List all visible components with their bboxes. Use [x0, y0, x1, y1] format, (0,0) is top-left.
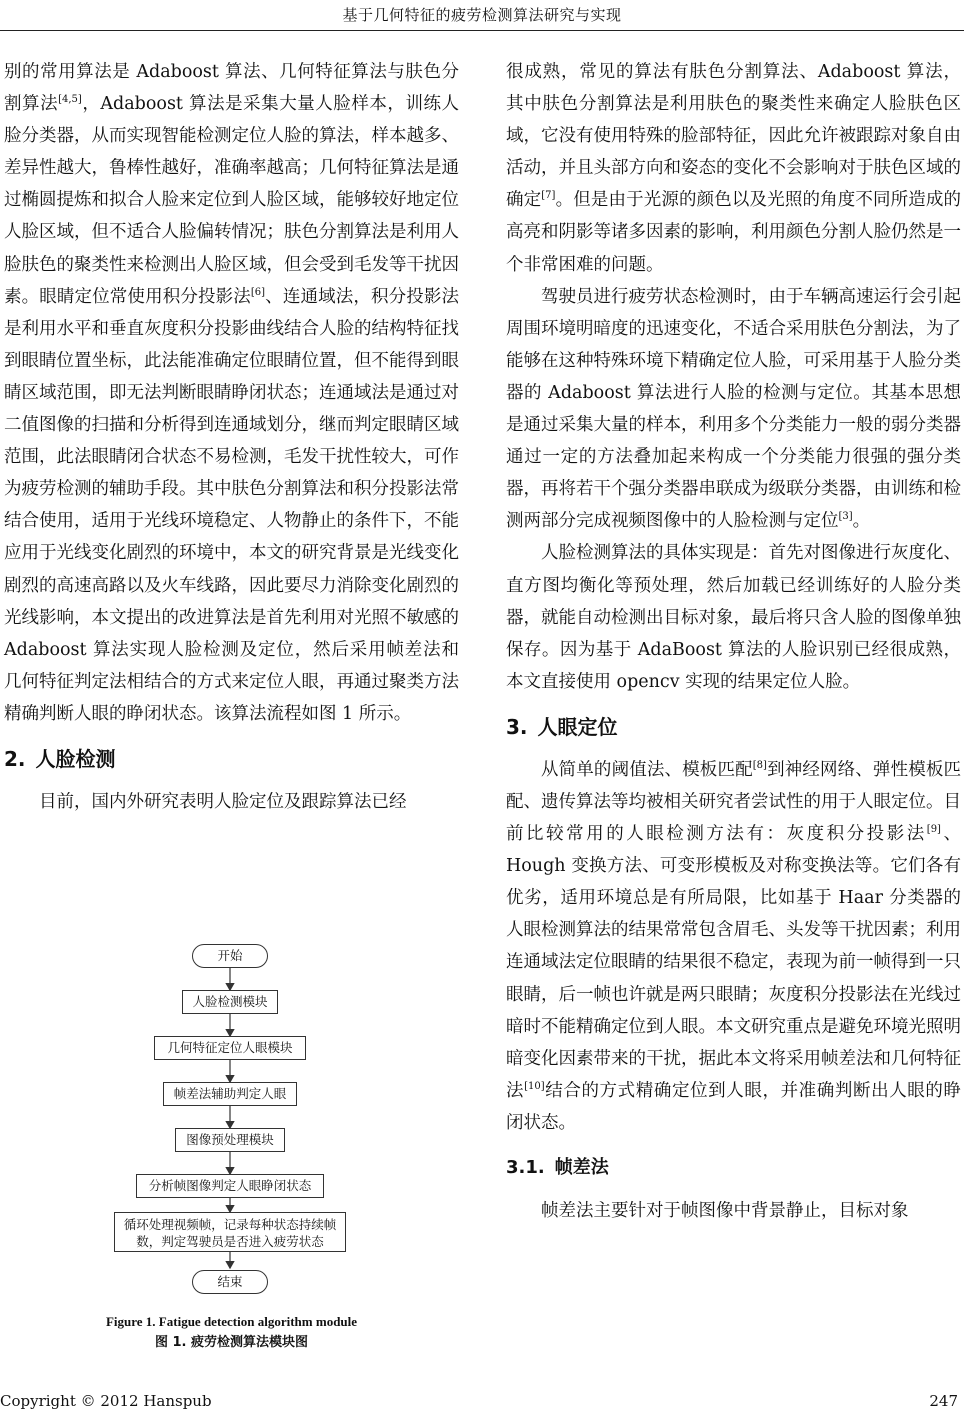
- right-paragraph-3: 人脸检测算法的具体实现是：首先对图像进行灰度化、直方图均衡化等预处理，然后加载已经训练好的人脸分类器，就能自动检测出目标对象，最后将只含人脸的图像单独保存。因为基于 AdaBoost 算法的人脸识别已经很成熟，本文直接使用 opencv 实现的结果定位人脸。: [506, 543, 961, 692]
- citation: [9]: [926, 824, 941, 836]
- citation: [8]: [752, 759, 767, 771]
- figure-caption-chinese: 图 1. 疲劳检测算法模块图: [154, 1335, 309, 1350]
- right-column: [506, 56, 961, 1227]
- header-rule: [0, 30, 964, 31]
- flow-node-loop: 循环处理视频帧，记录每种状态持续帧数，判定驾驶员是否进入疲劳状态: [114, 1212, 346, 1252]
- left-paragraph-2: 目前，国内外研究表明人脸定位及跟踪算法已经: [39, 791, 407, 812]
- flowchart: [100, 938, 360, 1310]
- right-paragraph-2: 驾驶员进行疲劳状态检测时，由于车辆高速运行会引起周围环境明暗度的迅速变化，不适合采用肤色分割法，为了能够在这种特殊环境下精确定位人脸，可采用基于人脸分类器的 Adaboost 算法进行人脸的检测与定位。其基本思想是通过采集大量的样本，利用多个分类能力一般的弱分类器通过一定的方法叠加起来构成一个分类能力很强的强分类器，再将若干个强分类器串联成为级联分类器，由训练和检测两部分完成视频图像中的人脸检测与定位[3]。: [506, 286, 961, 532]
- right-paragraph-4: 从简单的阈值法、模板匹配[8]到神经网络、弹性模板匹配、遗传算法等均被相关研究者尝试性的用于人眼定位。目前比较常用的人眼检测方法有：灰度积分投影法[9]、Hough 变换方法、可变形模板及对称变换法等。它们各有优劣，适用环境总是有所局限，比如基于 Haar 分类器的人眼检测算法的结果常常包含眉毛、头发等干扰因素；利用连通域法定位眼睛的结果很不稳定，表现为前一帧得到一只眼睛，后一帧也许就是两只眼睛；灰度积分投影法在光线过暗时不能精确定位到人眼。本文研究重点是避免环境光照明暗变化因素带来的干扰，据此本文将采用帧差法和几何特征法[10]结合的方式精确定位到人眼，并准确判断出人眼的睁闭状态。: [506, 759, 962, 1133]
- left-column: [4, 56, 459, 818]
- citation: [7]: [541, 190, 556, 202]
- flow-node-face-detect: 人脸检测模块: [182, 990, 278, 1014]
- subsection-heading-3-1: 3.1. 帧差法: [506, 1157, 609, 1178]
- flow-node-frame-diff: 帧差法辅助判定人眼: [163, 1082, 297, 1106]
- right-paragraph-5: 帧差法主要针对于帧图像中背景静止，目标对象: [541, 1201, 909, 1221]
- running-head: 基于几何特征的疲劳检测算法研究与实现: [342, 6, 622, 24]
- footer-page-number: 247: [929, 1392, 958, 1410]
- citation: [10]: [524, 1080, 545, 1092]
- flow-node-preprocess: 图像预处理模块: [175, 1128, 285, 1152]
- citation: [6]: [250, 286, 266, 298]
- right-paragraph-1: 很成熟，常见的算法有肤色分割算法、Adaboost 算法，其中肤色分割算法是利用肤色的聚类性来确定人脸肤色区域，它没有使用特殊的脸部特征，因此允许被跟踪对象自由活动，并且头部方向和姿态的变化不会影响对于肤色区域的确定[7]。但是由于光源的颜色以及光照的角度不同所造成的高亮和阴影等诸多因素的影响，利用颜色分割人脸仍然是一个非常困难的问题。: [506, 62, 962, 275]
- figure-caption-english: Figure 1. Fatigue detection algorithm module: [105, 1314, 358, 1329]
- left-paragraph-1: 别的常用算法是 Adaboost 算法、几何特征算法与肤色分割算法[4,5]，Adaboost 算法是采集大量人脸样本，训练人脸分类器，从而实现智能检测定位人脸的算法，样本越多、差异性越大，鲁棒性越好，准确率越高；几何特征算法是通过椭圆提炼和拟合人脸来定位到人脸区域，能够较好地定位人脸区域，但不适合人脸偏转情况；肤色分割算法是利用人脸肤色的聚类性来检测出人脸区域，但会受到毛发等干扰因素。眼睛定位常使用积分投影法[6]、连通域法，积分投影法是利用水平和垂直灰度积分投影曲线结合人脸的结构特征找到眼睛位置坐标，此法能准确定位眼睛位置，但不能得到眼睛区域范围，即无法判断眼睛睁闭状态；连通域法是通过对二值图像的扫描和分析得到连通域划分，继而判定眼睛区域范围，此法眼睛闭合状态不易检测，毛发干扰性较大，可作为疲劳检测的辅助手段。其中肤色分割算法和积分投影法常结合使用，适用于光线环境稳定、人物静止的条件下，不能应用于光线变化剧烈的环境中，本文的研究背景是光线变化剧烈的高速高路以及火车线路，因此要尽力消除变化剧烈的光线影响，本文提出的改进算法是首先利用对光照不敏感的 Adaboost 算法实现人脸检测及定位，然后采用帧差法和几何特征判定法相结合的方式来定位人眼，再通过聚类方法精确判断人眼的睁闭状态。该算法流程如图 1 所示。: [4, 62, 460, 724]
- citation: [3]: [838, 511, 853, 523]
- footer-copyright: Copyright © 2012 Hanspub: [0, 1392, 212, 1410]
- citation: [4,5]: [58, 94, 82, 106]
- section-heading-3: 3. 人眼定位: [506, 714, 618, 739]
- section-heading-2: 2. 人脸检测: [4, 746, 116, 771]
- flow-node-geometry-locate: 几何特征定位人眼模块: [154, 1036, 306, 1060]
- flow-node-end: 结束: [192, 1270, 268, 1294]
- flow-node-analyze: 分析帧图像判定人眼睁闭状态: [136, 1174, 324, 1198]
- flow-node-start: 开始: [192, 944, 268, 968]
